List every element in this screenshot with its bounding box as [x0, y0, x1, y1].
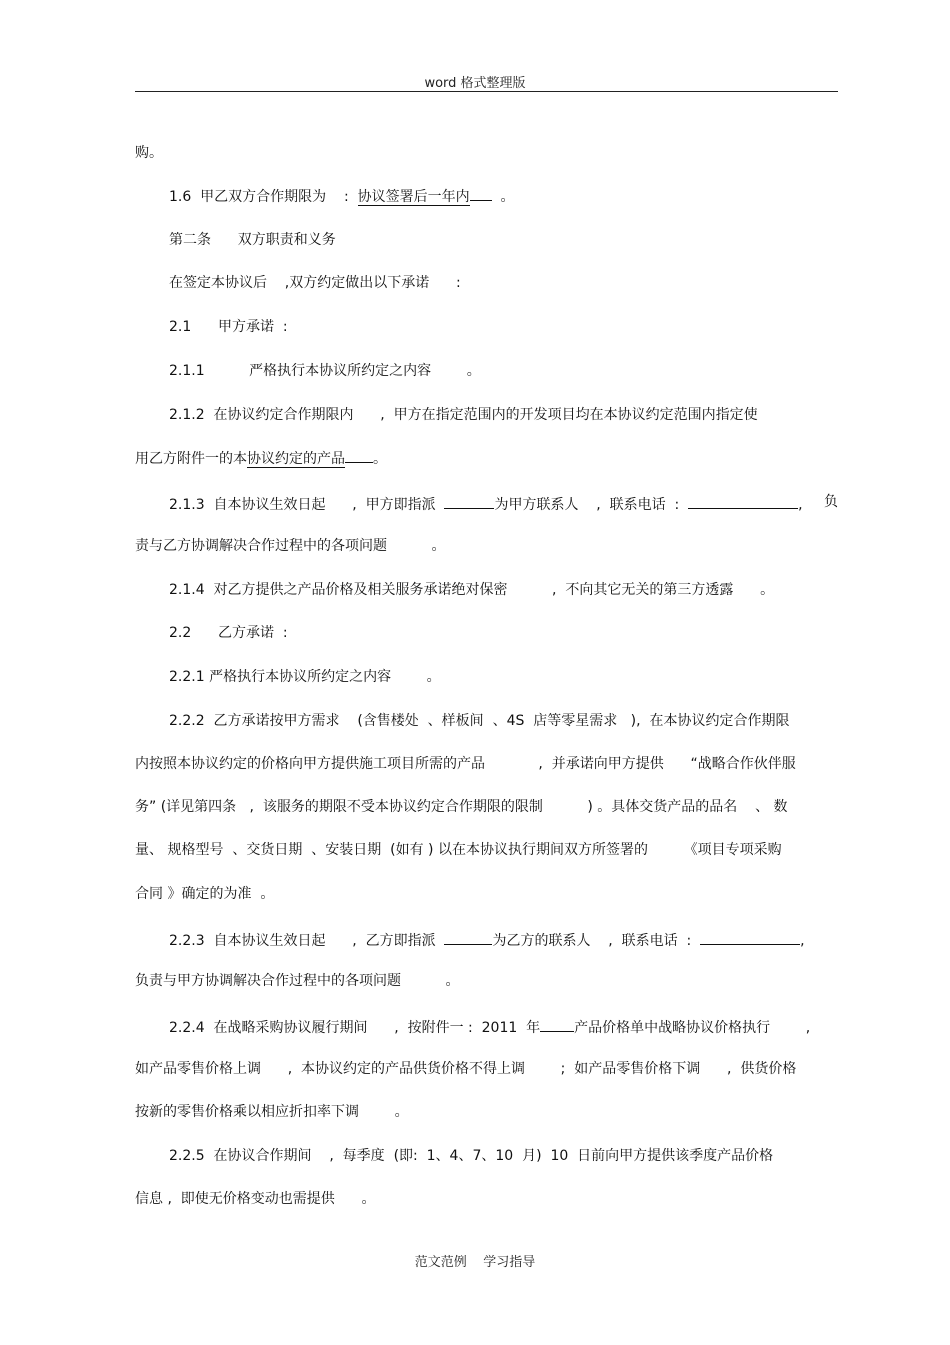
contact-blank[interactable]	[444, 929, 492, 945]
text-line: 合同 》确定的为准 。	[135, 886, 275, 902]
text-line: 量、 规格型号 、交货日期 、安装日期 (如有 ) 以在本协议执行期间双方所签署的 《项目专项采购	[135, 842, 782, 858]
clause-2-2-5: 2.2.5 在协议合作期间 , 每季度 (即: 1、4、7、10 月) 10 日前向甲方提供该季度产品价格	[169, 1148, 774, 1164]
clause-2-1: 2.1 甲方承诺 :	[169, 319, 288, 335]
clause-2-2-3: 2.2.3 自本协议生效日起 , 乙方即指派 为乙方的联系人 , 联系电话 : ,	[169, 929, 805, 950]
phone-blank[interactable]	[688, 493, 798, 509]
clause-2-1-2: 2.1.2 在协议约定合作期限内 , 甲方在指定范围内的开发项目均在本协议约定范围内指定使	[169, 407, 758, 423]
clause-2-2-2: 2.2.2 乙方承诺按甲方需求 (含售楼处 、样板间 、4S 店等零星需求 ), 在本协议约定合作期限	[169, 713, 790, 729]
header-divider	[135, 91, 838, 92]
text-line: 购。	[135, 145, 163, 161]
year-blank[interactable]	[540, 1016, 574, 1032]
text-line: 责与乙方协调解决合作过程中的各项问题 。	[135, 538, 446, 554]
text-line: 按新的零售价格乘以相应折扣率下调 。	[135, 1104, 409, 1120]
term-value: 协议签署后一年内	[357, 189, 470, 205]
product-value: 协议约定的产品	[247, 451, 345, 467]
text-line: 如产品零售价格上调 , 本协议约定的产品供货价格不得上调 ; 如产品零售价格下调 , 供货价格	[135, 1061, 797, 1077]
clause-2-1-3: 2.1.3 自本协议生效日起 , 甲方即指派 为甲方联系人 , 联系电话 : , 负	[169, 494, 838, 513]
clause-2-2-4: 2.2.4 在战略采购协议履行期间 , 按附件一 : 2011 年 产品价格单中战略协议价格执行 ,	[169, 1016, 810, 1037]
text-line: 务” (详见第四条 , 该服务的期限不受本协议约定合作期限的限制 ) 。具体交货产品的品名 、 数	[135, 799, 788, 815]
text-line: 负责与甲方协调解决合作过程中的各项问题 。	[135, 973, 460, 989]
clause-2-1-4: 2.1.4 对乙方提供之产品价格及相关服务承诺绝对保密 , 不向其它无关的第三方透露 。	[169, 582, 775, 598]
text-line: 在签定本协议后 ,双方约定做出以下承诺 :	[169, 275, 461, 291]
phone-blank[interactable]	[700, 929, 800, 945]
text-line: 信息 , 即使无价格变动也需提供 。	[135, 1191, 376, 1207]
article-2-heading: 第二条 双方职责和义务	[169, 232, 336, 248]
text-line: 用乙方附件一的本协议约定的产品 。	[135, 451, 387, 467]
clause-1-6: 1.6 甲乙双方合作期限为 : 协议签署后一年内 。	[169, 189, 515, 205]
clause-2-1-1: 2.1.1 严格执行本协议所约定之内容 。	[169, 363, 481, 379]
page-header: word 格式整理版	[424, 76, 526, 91]
text-line: 内按照本协议约定的价格向甲方提供施工项目所需的产品 , 并承诺向甲方提供 “战略合作伙伴服	[135, 756, 796, 772]
clause-2-2: 2.2 乙方承诺 :	[169, 625, 288, 641]
page-footer: 范文范例 学习指导	[414, 1255, 536, 1270]
clause-2-2-1: 2.2.1 严格执行本协议所约定之内容 。	[169, 669, 441, 685]
contact-blank[interactable]	[444, 493, 494, 509]
